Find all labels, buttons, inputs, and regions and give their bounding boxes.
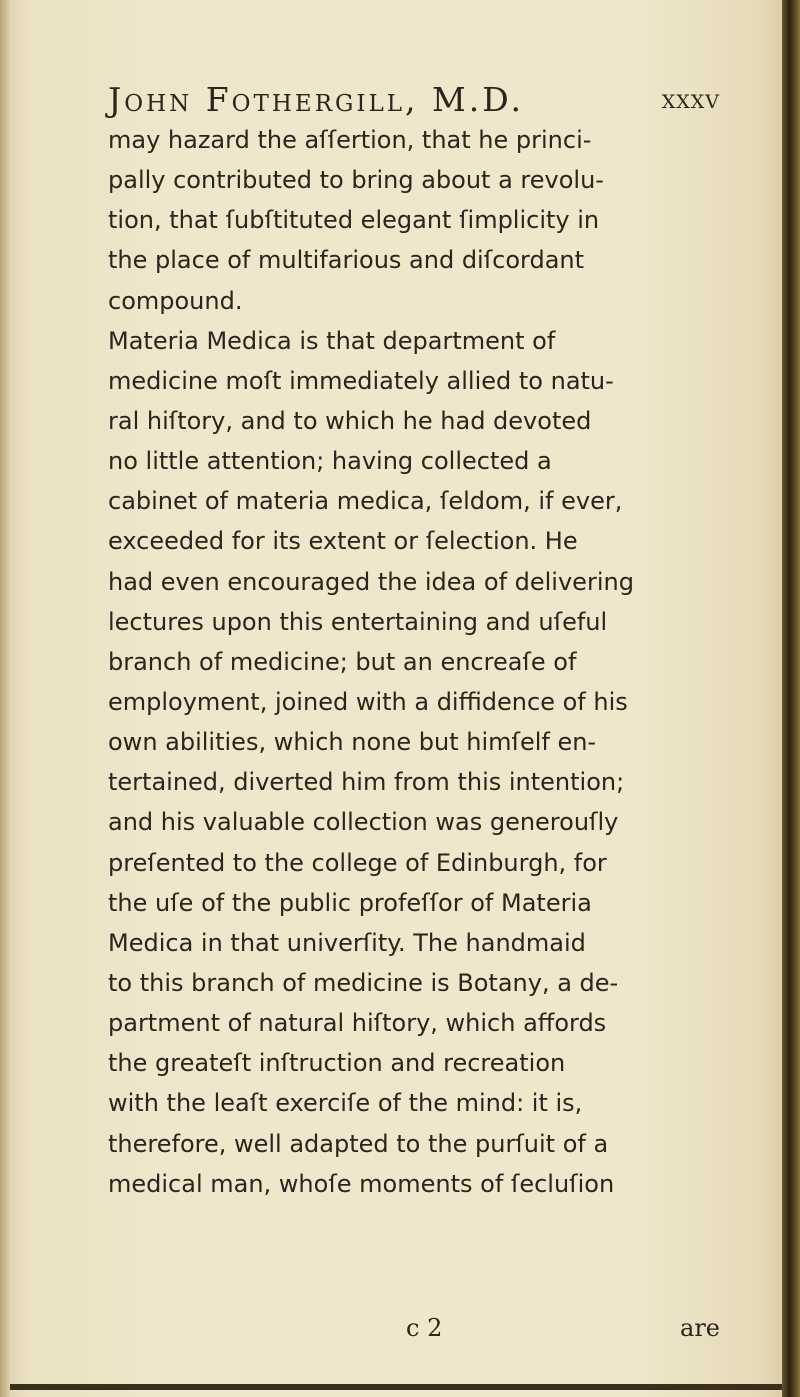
text-line: to this branch of medicine is Botany, a de- xyxy=(108,968,619,997)
catchword: are xyxy=(680,1314,720,1342)
text-line: own abilities, which none but himſelf en- xyxy=(108,728,597,757)
text-line: compound. xyxy=(108,286,243,315)
text-line: medicine moſt immediately allied to natu- xyxy=(108,366,614,395)
text-line: the greateſt inſtruction and recreation xyxy=(108,1049,566,1078)
running-title: John Fothergill, M.D. xyxy=(108,80,525,119)
text-line: exceeded for its extent or ſelection. He xyxy=(108,527,578,556)
text-line: ral hiſtory, and to which he had devoted xyxy=(108,406,592,435)
text-line: lectures upon this entertaining and uſeful xyxy=(108,607,608,636)
text-line: Materia Medica is that department of xyxy=(108,326,556,355)
text-line: tion, that ſubſtituted elegant ſimplicity in xyxy=(108,206,600,235)
text-line: cabinet of materia medica, ſeldom, if ever, xyxy=(108,487,623,516)
text-line: employment, joined with a diffidence of his xyxy=(108,687,628,716)
running-header xyxy=(108,78,720,122)
text-line: the uſe of the public profeſſor of Materia xyxy=(108,888,592,917)
text-line: preſented to the college of Edinburgh, for xyxy=(108,848,607,877)
bottom-shadow xyxy=(10,1384,782,1390)
text-line: partment of natural hiſtory, which affords xyxy=(108,1009,607,1038)
text-line: had even encouraged the idea of delivering xyxy=(108,567,634,596)
text-line: and his valuable collection was generouſly xyxy=(108,808,619,837)
body-text xyxy=(108,120,728,1204)
text-line: may hazard the aſſertion, that he princi- xyxy=(108,126,592,154)
page-edge xyxy=(782,0,800,1397)
page-footer xyxy=(108,1308,720,1348)
text-line: with the leaſt exerciſe of the mind: it is, xyxy=(108,1089,583,1118)
text-line: the place of multifarious and diſcordant xyxy=(108,246,585,275)
page-gutter xyxy=(0,0,10,1397)
text-line: Medica in that univerſity. The handmaid xyxy=(108,928,586,957)
text-line: medical man, whoſe moments of ſecluſion xyxy=(108,1169,615,1198)
signature-mark: c 2 xyxy=(406,1314,443,1342)
text-line: tertained, diverted him from this intention; xyxy=(108,768,625,797)
text-line: therefore, well adapted to the purſuit of a xyxy=(108,1129,609,1158)
text-line: branch of medicine; but an encreaſe of xyxy=(108,647,577,676)
page-number: xxxv xyxy=(661,84,720,115)
text-line: pally contributed to bring about a revolu- xyxy=(108,166,604,195)
text-line: no little attention; having collected a xyxy=(108,447,552,476)
